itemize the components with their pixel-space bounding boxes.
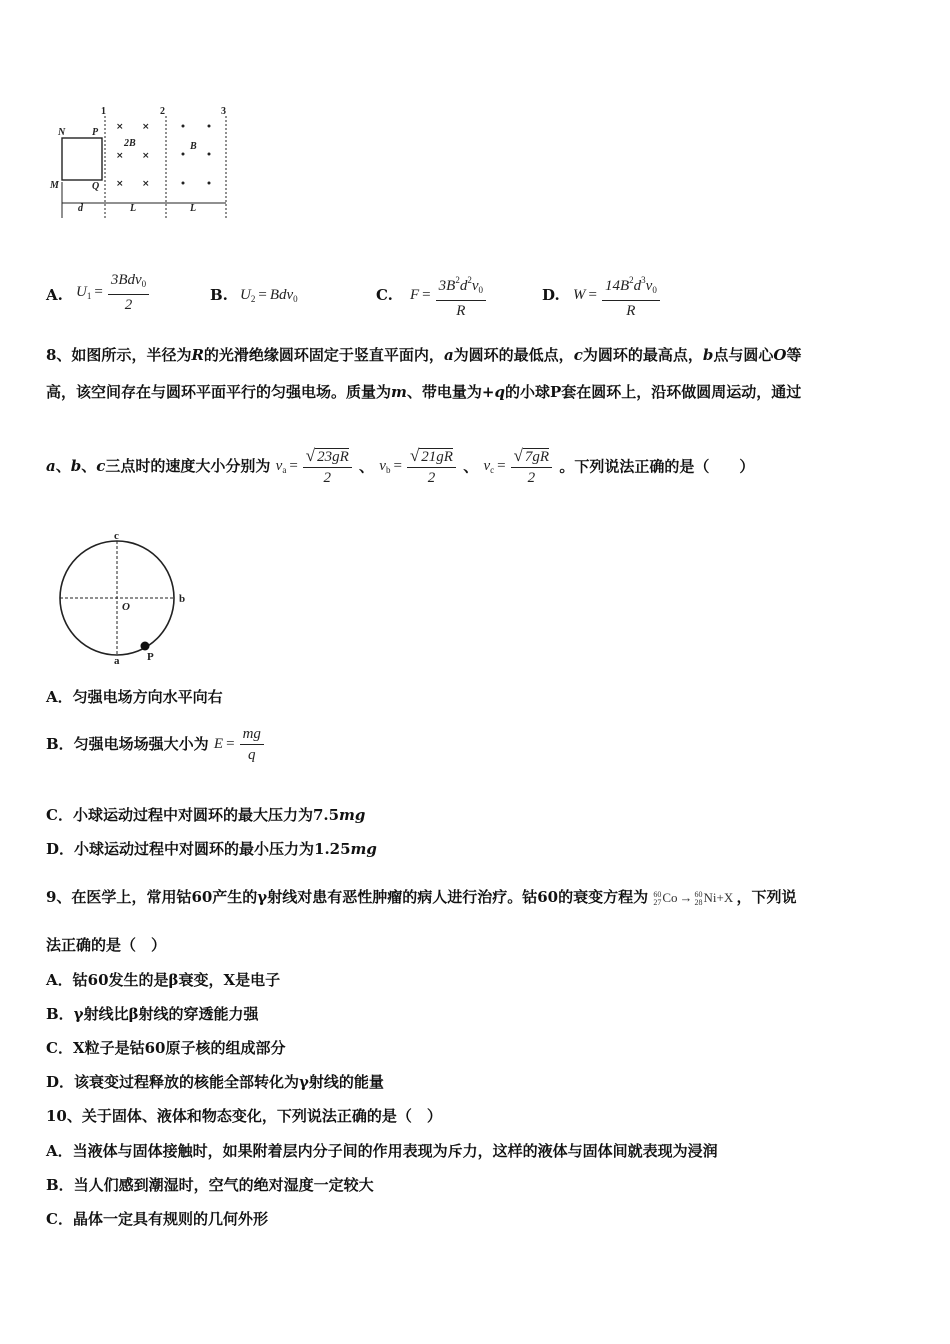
label-boundary-2: 2 [160, 106, 165, 117]
text: 等 [786, 346, 802, 364]
figure-circle-ring [50, 530, 200, 668]
q9-option-c[interactable] [46, 1037, 285, 1059]
q8-stem-line2 [46, 381, 801, 403]
label-p: P [92, 127, 99, 138]
text: 为圆环的最低点， [453, 346, 574, 364]
coil-square [62, 138, 102, 180]
q7-option-c-formula[interactable]: F = $\frac{3B^2d^2v_0}{R}$ [410, 270, 488, 321]
text: 三点时的速度大小分别为 [105, 457, 271, 476]
sub-0: 0 [293, 294, 298, 304]
q10-option-c[interactable] [46, 1208, 268, 1230]
unit-mg: mg [350, 840, 377, 858]
label-boundary-1: 1 [101, 106, 106, 117]
label-a: a [114, 655, 120, 667]
q9-stem-line1 [46, 886, 797, 909]
option-text: D．该衰变过程释放的核能全部转化为γ射线的能量 [46, 1073, 384, 1091]
option-text: A．钴60发生的是β衰变，X是电子 [46, 971, 281, 989]
text: 10、关于固体、液体和物态变化，下列说法正确的是（ ） [46, 1107, 442, 1125]
q9-option-a[interactable] [46, 969, 280, 991]
formula-e: E = $\frac{mg}{q}$ [214, 736, 266, 752]
sup-2: 2 [455, 275, 460, 285]
svg-text:×: × [116, 151, 124, 161]
num-d: d [459, 278, 468, 294]
label-dim-l2: L [190, 203, 197, 214]
option-text: C．X粒子是钴60原子核的组成部分 [46, 1039, 286, 1057]
sub-0: 0 [478, 285, 483, 295]
sub-1: 1 [86, 290, 92, 301]
option-text: B．匀强电场场强大小为 [46, 734, 209, 753]
q9-option-b[interactable] [46, 1003, 259, 1025]
arrow: → [679, 890, 693, 905]
num-v: v [471, 278, 479, 294]
text: 的小球P套在圆环上，沿环做圆周运动，通过 [504, 383, 802, 401]
text: 8、如图所示，半径为 [46, 346, 192, 364]
formula-vb[interactable]: $v_b$ = $\frac{√ 21gR}{2}$ [379, 458, 458, 474]
text: 9、在医学上，常用钴60产生的γ射线对患有恶性肿瘤的病人进行治疗。钴60的衰变方程为 [46, 888, 649, 906]
num-3b: 3B [438, 278, 456, 294]
den-r: R [456, 303, 466, 319]
num-3bdv: 3Bdv [110, 272, 142, 288]
label-boundary-3: 3 [221, 106, 226, 117]
den-2: 2 [323, 470, 332, 486]
var-w: W [573, 286, 586, 303]
num-mg: mg [240, 724, 264, 745]
svg-text:×: × [116, 179, 124, 189]
sup-2: 2 [467, 275, 472, 285]
rhs-bdv: Bdv [269, 287, 294, 303]
var-u2: U [240, 287, 251, 303]
label-m: M [50, 180, 59, 191]
sub-b: b [385, 465, 391, 476]
formula-vc[interactable]: $v_c$ = $\frac{√ 7gR}{2}$ [483, 458, 554, 474]
sub-c: c [490, 465, 495, 476]
den-r: R [626, 303, 636, 319]
var-b: b [702, 346, 714, 364]
den-q: q [247, 747, 256, 763]
q7-option-d-label: D. [542, 286, 560, 304]
sup-2: 2 [629, 275, 634, 285]
label-dim-d: d [78, 203, 83, 214]
sub-a: a [282, 465, 287, 476]
text: 为圆环的最高点， [582, 346, 703, 364]
element-co: Co [662, 890, 678, 905]
option-text: B．γ射线比β射线的穿透能力强 [46, 1005, 259, 1023]
text: 的光滑绝缘圆环固定于竖直平面内， [203, 346, 444, 364]
q8-option-d[interactable] [46, 838, 377, 860]
figure-magnetic-field [46, 102, 236, 224]
var-o: O [773, 346, 787, 364]
q10-option-b[interactable] [46, 1174, 374, 1196]
q7-option-b-label: B. [210, 286, 228, 304]
q9-option-d[interactable] [46, 1071, 384, 1093]
var-e: E [213, 735, 224, 752]
label-c: c [114, 530, 119, 542]
den-2: 2 [427, 470, 436, 486]
var-q: q [494, 383, 505, 401]
option-text: D．小球运动过程中对圆环的最小压力为1.25 [46, 840, 351, 858]
q7-option-c-label: C. [376, 286, 393, 304]
label-field-b: B [190, 141, 197, 152]
q9-stem-line2 [46, 934, 166, 956]
q8-stem-line3 [46, 446, 754, 494]
q8-option-c[interactable] [46, 804, 365, 826]
label-n: N [58, 127, 66, 138]
label-p: P [147, 651, 154, 663]
sep: 、 [55, 457, 71, 476]
q8-option-a[interactable] [46, 686, 223, 708]
svg-text:×: × [116, 122, 124, 132]
var-v: v [275, 458, 283, 475]
var-r: R [191, 346, 204, 364]
sub-0: 0 [652, 285, 657, 295]
option-text: C．晶体一定具有规则的几何外形 [46, 1210, 268, 1228]
atomic-27: 27 [653, 898, 662, 908]
var-c: c [573, 346, 583, 364]
label-b: b [179, 593, 186, 605]
sub-0: 0 [141, 279, 147, 289]
rad-21gr: 21gR [421, 449, 453, 465]
var-v: v [379, 458, 386, 475]
svg-text:×: × [142, 179, 150, 189]
text: 、带电量为+ [406, 383, 495, 401]
text: 高，该空间存在与圆环平面平行的匀强电场。质量为 [46, 383, 392, 401]
q7-option-a-label: A. [46, 286, 63, 304]
svg-text:×: × [142, 122, 150, 132]
svg-text:×: × [142, 151, 150, 161]
sup-3: 3 [641, 275, 646, 285]
var-c: c [96, 457, 106, 476]
q8-stem-line1 [46, 344, 801, 366]
sep: 、 [359, 457, 375, 476]
atomic-28: 28 [694, 898, 703, 908]
text: 法正确的是（ ） [46, 936, 167, 954]
label-q: Q [92, 181, 100, 192]
rad-23gr: 23gR [317, 449, 349, 465]
text: ，下列说 [736, 888, 797, 906]
option-text: C．小球运动过程中对圆环的最大压力为7.5 [46, 806, 340, 824]
var-a: a [46, 457, 56, 476]
label-o: O [122, 601, 130, 613]
num-14b: 14B [604, 278, 630, 294]
element-ni-x: Ni+X [703, 890, 734, 905]
option-text: A．当液体与固体接触时，如果附着层内分子间的作用表现为斥力，这样的液体与固体间就表现为浸润 [46, 1142, 718, 1160]
unit-mg: mg [339, 806, 366, 824]
var-b: b [70, 457, 82, 476]
num-v: v [645, 278, 653, 294]
q10-stem [46, 1105, 442, 1127]
text: 点与圆心 [713, 346, 774, 364]
num-d: d [633, 278, 642, 294]
label-field-2b: 2B [124, 138, 136, 149]
sep: 、 [81, 457, 97, 476]
text: 。下列说法正确的是（ ） [559, 457, 755, 476]
var-m: m [391, 383, 407, 401]
rad-7gr: 7gR [524, 449, 550, 465]
mass-60: 60 [694, 890, 703, 900]
var-u1: U [76, 283, 87, 300]
var-v: v [483, 458, 491, 475]
var-a: a [443, 346, 454, 364]
ball-p [141, 642, 150, 651]
den-2: 2 [124, 297, 133, 313]
decay-equation [653, 890, 736, 908]
q7-option-d-formula[interactable]: W = $\frac{14B^2d^3v_0}{R}$ [573, 270, 662, 321]
q7-option-b-formula[interactable]: $U_2 = Bdv_0$ [240, 287, 298, 304]
option-text: A．匀强电场方向水平向右 [46, 688, 223, 706]
option-text: B．当人们感到潮湿时，空气的绝对湿度一定较大 [46, 1176, 374, 1194]
sep: 、 [463, 457, 479, 476]
formula-va[interactable]: $v_a$ = $\frac{√ 23gR}{2}$ [276, 458, 354, 474]
mass-60: 60 [653, 890, 662, 900]
q10-option-a[interactable] [46, 1140, 718, 1162]
label-dim-l1: L [130, 203, 137, 214]
sub-2: 2 [250, 294, 256, 304]
q8-option-b[interactable] [46, 724, 266, 772]
var-f: F [410, 286, 420, 303]
q7-option-a-formula[interactable]: $U_1$ = $\frac{3Bdv_0}{2}$ [76, 270, 151, 315]
den-2: 2 [527, 470, 536, 486]
